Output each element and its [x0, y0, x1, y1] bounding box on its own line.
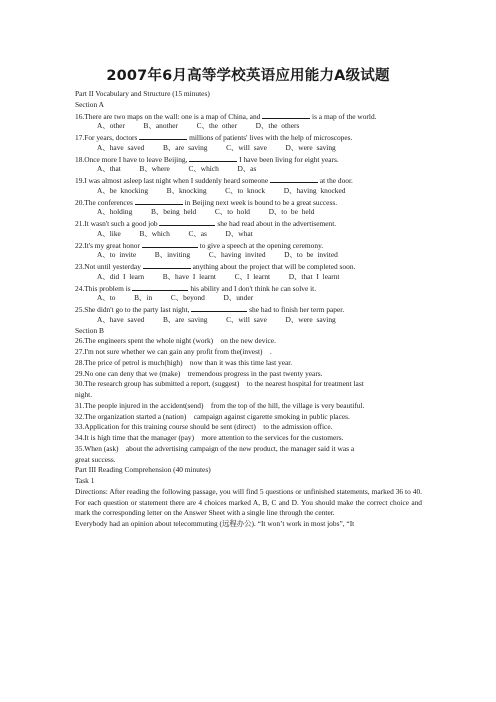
- answer-blank: [189, 154, 237, 162]
- question-26: 26.The engineers spent the whole night (work) on the new device.: [75, 336, 276, 346]
- question-23: 23.Not until yesterday anything about the project that will be completed soon.: [75, 262, 356, 271]
- exam-body: [75, 89, 422, 530]
- question-28: 28.The price of petrol is much(high) now than it was this time last year.: [75, 357, 293, 367]
- question-21-options: A、like B、which C、as D、what: [97, 228, 253, 238]
- page-title: 2007年6月高等学校英语应用能力A级试题: [106, 68, 390, 84]
- question-22-options: A、to invite B、inviting C、having invited D、to be invited: [97, 250, 338, 260]
- answer-blank: [143, 261, 191, 269]
- question-35-cont: great success.: [75, 454, 116, 464]
- question-19-options: A、be knocking B、knocking C、to knock D、having knocked: [97, 185, 346, 195]
- question-32: 32.The organization started a (nation) campaign against cigarette smoking in public places.: [75, 411, 350, 421]
- answer-blank: [139, 132, 187, 140]
- question-33: 33.Application for this training course should be sent (direct) to the admission office.: [75, 422, 333, 432]
- question-17: 17.For years, doctors millions of patients' lives with the help of microscopes.: [75, 133, 353, 142]
- question-20: 20.The conferences in Beijing next week is bound to be a great success.: [75, 197, 338, 207]
- question-19: 19.I was almost asleep last night when I suddenly heard someone at the door.: [75, 176, 353, 185]
- answer-blank: [262, 111, 310, 119]
- question-23-options: A、did I learn B、have I learnt C、I learnt D、that I learnt: [97, 271, 340, 281]
- question-25-options: A、have saved B、are saving C、will save D、were saving: [97, 314, 336, 324]
- question-24: 24.This problem is his ability and I don't think he can solve it.: [75, 283, 317, 293]
- question-18: 18.Once more I have to leave Beijing, I have been living for eight years.: [75, 154, 339, 164]
- question-34: 34.It is high time that the manager (pay) more attention to the services for the customers.: [75, 433, 344, 442]
- question-18-options: A、that B、where C、which D、as: [97, 164, 257, 174]
- answer-blank: [159, 218, 215, 226]
- question-24-options: A、to B、in C、beyond D、under: [97, 293, 254, 303]
- question-27: 27.I'm not sure whether we can gain any profit from the(invest) .: [75, 347, 272, 356]
- answer-blank: [135, 197, 183, 205]
- question-30: 30.The research group has submitted a report, (suggest) to the nearest hospital for treatment last: [75, 379, 364, 389]
- task-heading: Task 1: [75, 476, 95, 485]
- question-16-options: A、other B、another C、the other D、the others: [97, 121, 300, 131]
- question-35: 35.When (ask) about the advertising campaign of the new product, the manager said it was a: [75, 443, 355, 453]
- answer-blank: [270, 175, 318, 183]
- passage-first-line: Everybody had an opinion about telecommuting (远程办公). “It won’t work in most jobs”, “It: [75, 519, 355, 528]
- section-heading: Section A: [75, 99, 104, 109]
- question-17-options: A、have saved B、are saving C、will save D、were saving: [97, 142, 336, 152]
- answer-blank: [132, 283, 188, 291]
- answer-blank: [142, 240, 198, 248]
- question-20-options: A、holding B、being held C、to hold D、to be held: [97, 207, 315, 217]
- question-31: 31.The people injured in the accident(send) from the top of the hill, the village is very beautiful.: [75, 400, 365, 410]
- part-heading: Part II Vocabulary and Structure (15 minutes): [75, 89, 210, 98]
- question-22: 22.It's my great honor to give a speech at the opening ceremony.: [75, 240, 324, 250]
- directions-paragraph: Directions: After reading the following passage, you will find 5 questions or unfinished statements, marked 36 to 40. For each question or statement there are 4 choices marked A, B, C and D. You should make the correct choice and mark the corresponding letter on the Answer Sheet with a single line through the center.: [75, 486, 422, 518]
- answer-blank: [191, 304, 247, 312]
- question-21: 21.It wasn't such a good job she had read about in the advertisement.: [75, 219, 337, 228]
- question-29: 29.No one can deny that we (make) tremendous progress in the past twenty years.: [75, 368, 323, 378]
- question-16: 16.There are two maps on the wall: one is a map of China, and is a map of the world.: [75, 111, 377, 121]
- section-heading: Section B: [75, 325, 104, 335]
- part-heading: Part III Reading Comprehension (40 minutes): [75, 465, 211, 475]
- question-25: 25.She didn't go to the party last night, she had to finish her term paper.: [75, 305, 345, 314]
- question-30-cont: night.: [75, 390, 93, 399]
